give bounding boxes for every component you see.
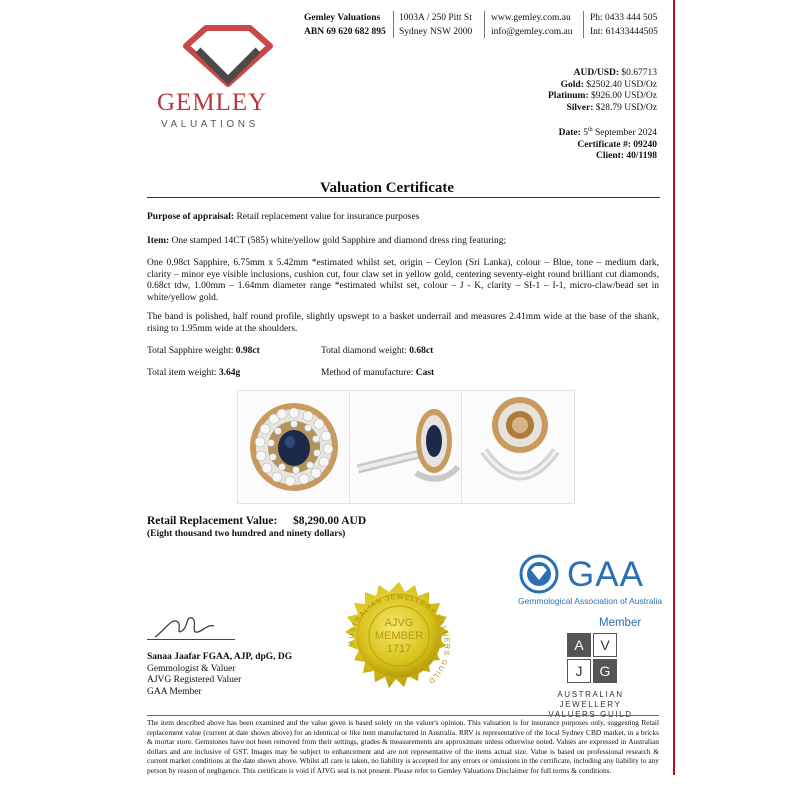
company-name: Gemley Valuations <box>304 13 381 23</box>
certificate-date: Date: 5th September 2024 <box>558 127 657 139</box>
signatory-role-3: GAA Member <box>147 686 202 697</box>
ring-photo-top <box>237 390 351 504</box>
ring-photo-back <box>461 390 575 504</box>
gaa-globe-icon <box>517 554 563 594</box>
signatory-role-1: Gemmologist & Valuer <box>147 663 236 674</box>
company-website[interactable]: www.gemley.com.au <box>491 13 571 23</box>
svg-text:AJVG: AJVG <box>384 617 414 629</box>
signatory-role-2: AJVG Registered Valuer <box>147 675 242 685</box>
company-abn: ABN 69 620 682 895 <box>304 27 386 37</box>
signatory-block <box>147 652 292 698</box>
header-divider <box>393 11 394 38</box>
ajvg-name: AUSTRALIAN JEWELLERY <box>557 690 624 709</box>
purpose-of-appraisal: Purpose of appraisal: Retail replacement value for insurance purposes <box>147 212 420 222</box>
header-divider <box>583 11 584 38</box>
ajvg-letter-g: G <box>593 659 617 683</box>
certificate-number: Certificate #: 09240 <box>577 139 657 150</box>
band-description: The band is polished, half round profile, slightly upswept to a basket underrail and measures 2.41mm wide at the base of the shank, rising to 1.95mm wide at the shoulders. <box>147 312 659 334</box>
header-address <box>399 11 472 39</box>
signature-line <box>147 639 235 640</box>
address-line-1: 1003A / 250 Pitt St <box>399 13 472 23</box>
rrv-in-words: (Eight thousand two hundred and ninety dollars) <box>147 529 346 539</box>
item-description: One 0.98ct Sapphire, 6.75mm x 5.42mm *estimated whilst set, origin – Ceylon (Sri Lanka), colour – Blue, tone – medium dark, clarity – minor eye visible inclusions, cushion cut, four claw set in yellow gold, centering seventy-eight round brilliant cut diamonds, 0.68ct tdw, 1.00mm – 1.64mm diameter range *estimated whilst set, colour – J - K, clarity – SI-1 – I-1, micro-claw/bead set in white/yellow gold. <box>147 258 659 303</box>
svg-text:MEMBER: MEMBER <box>374 630 424 642</box>
header-divider <box>484 11 485 38</box>
ajvg-letter-j: J <box>567 659 591 683</box>
logo-wordmark: GEMLEY <box>157 89 268 116</box>
ajvg-logo <box>567 633 617 683</box>
svg-text:AUSTRALIAN JEWELLERY VALUERS G: AUSTRALIAN JEWELLERY VALUERS GUILD <box>347 593 451 685</box>
ajvg-letter-a: A <box>567 633 591 657</box>
signature-scribble-icon <box>150 612 220 642</box>
spec-diamond-weight: Total diamond weight: 0.68ct <box>321 346 434 356</box>
ring-photo-side <box>349 390 463 504</box>
title-rule <box>147 197 660 198</box>
svg-text:1717: 1717 <box>386 643 412 655</box>
footer-rule <box>147 715 659 716</box>
certificate-meta <box>457 125 657 163</box>
disclaimer-footer: The item described above has been examined and the value given is based solely on the valuer's opinion. This valuation is for insurance purposes only, suggesting Retail replacement value (current at date shown above) for an identical or like item manufactured in Australia. RRV is representative of the local Sydney CBD market, in a bricks & mortar store. Gemstones have not been removed from their settings, grades & measurements are approximate unless otherwise noted. Values are expressed in Australian dollars and are inclusive of GST. Images may be subject to enhancement and are not representative of the items actual size. Value is based on professional research & current market conditions at the date shown above. Whilst all care is taken, no liability is accepted for any errors or omissions in the certificate, including any liability to any person by reason of negligence. This certificate is void if AJVG seal is not present. Please refer to Gemley Valuations Disclaimer for full terms & conditions. <box>147 718 659 775</box>
ajvg-gold-seal-icon <box>334 580 464 710</box>
company-intl-phone: Int: 61433444505 <box>590 27 658 37</box>
header-web <box>491 11 572 39</box>
spec-item-weight: Total item weight: 3.64g <box>147 368 241 378</box>
ajvg-letter-v: V <box>593 633 617 657</box>
rrv-value: $8,290.00 AUD <box>293 515 367 527</box>
header-company <box>304 11 386 39</box>
spec-manufacture-method: Method of manufacture: Cast <box>321 368 435 378</box>
signatory-name: Sanaa Jaafar FGAA, AJP, dpG, DG <box>147 652 293 662</box>
rate-gold: Gold: $2502.40 USD/Oz <box>560 79 657 90</box>
header-phone <box>590 11 658 39</box>
gaa-fullname: Gemmological Association of Australia <box>518 596 663 606</box>
company-email[interactable]: info@gemley.com.au <box>491 27 573 37</box>
page-edge-line <box>673 0 675 775</box>
item-summary: Item: One stamped 14CT (585) white/yellow gold Sapphire and diamond dress ring featuring; <box>147 236 507 246</box>
company-phone: Ph: 0433 444 505 <box>590 13 658 23</box>
rate-silver: Silver: $28.79 USD/Oz <box>566 102 657 113</box>
logo-subtitle: VALUATIONS <box>161 119 259 130</box>
spec-sapphire-weight: Total Sapphire weight: 0.98ct <box>147 346 260 356</box>
gaa-member-label: Member <box>599 617 642 629</box>
certificate-client: Client: 40/1198 <box>596 151 657 162</box>
rrv-label: Retail Replacement Value: <box>147 515 278 527</box>
metal-rates <box>487 68 657 114</box>
rate-audusd: AUD/USD: $0.67713 <box>573 68 657 78</box>
rate-platinum: Platinum: $926.00 USD/Oz <box>548 91 657 101</box>
gaa-acronym: GAA <box>567 555 644 594</box>
page-title: Valuation Certificate <box>320 180 455 196</box>
address-line-2: Sydney NSW 2000 <box>399 27 473 37</box>
